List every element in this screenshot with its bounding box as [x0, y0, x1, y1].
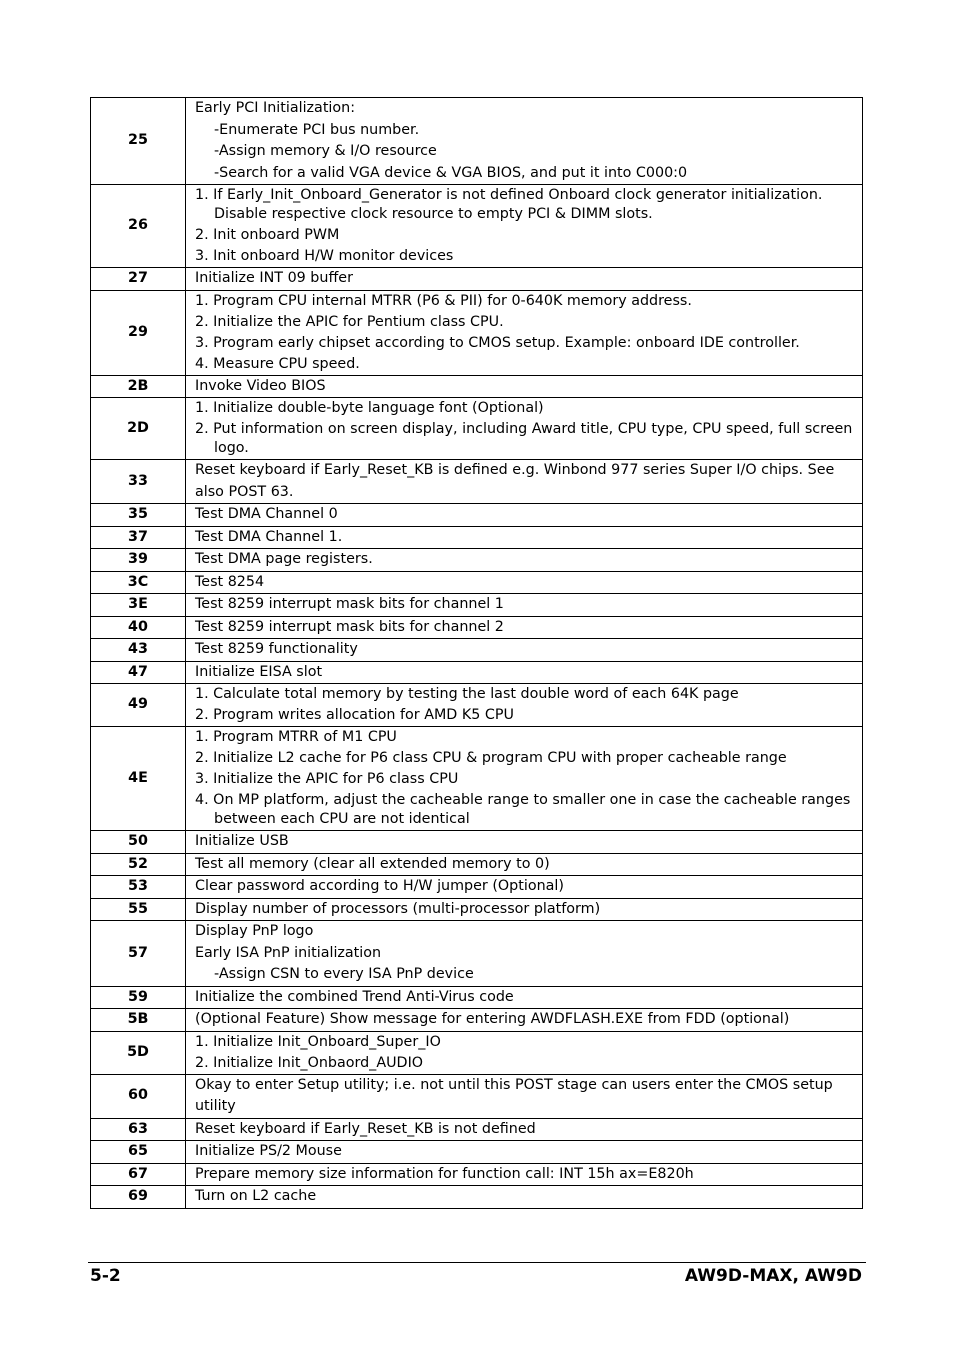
- description-line: 1. Calculate total memory by testing the last double word of each 64K page: [195, 686, 739, 702]
- post-description-cell: [186, 1186, 863, 1209]
- description-line: 2. Initialize Init_Onbaord_AUDIO: [195, 1054, 424, 1071]
- post-code-cell: 47: [91, 661, 186, 684]
- description-line: Test 8254: [195, 573, 265, 590]
- post-description-cell: [186, 1031, 863, 1074]
- post-code-cell: 67: [91, 1163, 186, 1186]
- description-line: Test DMA page registers.: [195, 551, 373, 567]
- post-code-cell: 65: [91, 1141, 186, 1164]
- table-row: [91, 460, 863, 504]
- table-row: [91, 831, 863, 854]
- post-code-table-body: [91, 98, 863, 1209]
- description-line: Okay to enter Setup utility; i.e. not until this POST stage can users enter the CMOS setup utility: [195, 1076, 833, 1114]
- description-line: Initialize EISA slot: [195, 663, 323, 680]
- description-line: Display PnP logo: [195, 923, 314, 939]
- table-row: [91, 661, 863, 684]
- description-line: Display number of processors (multi-processor platform): [195, 900, 601, 917]
- description-line: Early PCI Initialization:: [195, 100, 356, 116]
- description-line: Initialize the combined Trend Anti-Virus code: [195, 988, 514, 1005]
- post-description-cell: [186, 526, 863, 549]
- table-row: [91, 986, 863, 1009]
- description-line: -Search for a valid VGA device & VGA BIOS, and put it into C000:0: [214, 164, 688, 181]
- table-row: [91, 526, 863, 549]
- description-line: Initialize PS/2 Mouse: [195, 1143, 342, 1159]
- description-line: Initialize USB: [195, 833, 289, 849]
- post-description-cell: [186, 727, 863, 831]
- post-description-cell: [186, 268, 863, 291]
- post-description-cell: [186, 1141, 863, 1164]
- post-code-cell: 49: [91, 684, 186, 727]
- table-row: [91, 727, 863, 831]
- table-row: [91, 1118, 863, 1141]
- description-line: Test 8259 interrupt mask bits for channel 2: [195, 618, 504, 635]
- table-row: [91, 375, 863, 398]
- description-line: Reset keyboard if Early_Reset_KB is defined e.g. Winbond 977 series Super I/O chips. See also POST 63.: [195, 462, 835, 500]
- post-description-cell: [186, 185, 863, 268]
- post-code-cell: 69: [91, 1186, 186, 1209]
- post-description-cell: [186, 684, 863, 727]
- table-row: [91, 290, 863, 375]
- post-code-cell: 33: [91, 460, 186, 504]
- table-row: [91, 504, 863, 527]
- description-line: 2. Initialize L2 cache for P6 class CPU & program CPU with proper cacheable range: [195, 750, 787, 766]
- post-description-cell: [186, 876, 863, 899]
- description-line: Reset keyboard if Early_Reset_KB is not defined: [195, 1120, 536, 1137]
- footer-divider: [88, 1262, 866, 1263]
- table-row: [91, 1186, 863, 1209]
- post-code-cell: 57: [91, 921, 186, 987]
- post-description-cell: [186, 616, 863, 639]
- post-description-cell: [186, 594, 863, 617]
- table-row: [91, 616, 863, 639]
- post-description-cell: [186, 290, 863, 375]
- post-code-cell: 59: [91, 986, 186, 1009]
- description-line: 3. Program early chipset according to CMOS setup. Example: onboard IDE controller.: [195, 334, 800, 351]
- description-line: 2. Program writes allocation for AMD K5 CPU: [195, 707, 514, 723]
- post-description-cell: [186, 460, 863, 504]
- post-code-cell: 50: [91, 831, 186, 854]
- description-line: 3. Initialize the APIC for P6 class CPU: [195, 771, 459, 787]
- table-row: [91, 1074, 863, 1118]
- post-code-cell: 29: [91, 290, 186, 375]
- description-line: 1. Program MTRR of M1 CPU: [195, 729, 397, 745]
- post-code-cell: 3C: [91, 571, 186, 594]
- post-code-cell: 27: [91, 268, 186, 291]
- table-row: [91, 185, 863, 268]
- post-code-cell: 43: [91, 639, 186, 662]
- description-line: Prepare memory size information for function call: INT 15h ax=E820h: [195, 1165, 694, 1182]
- post-description-cell: [186, 398, 863, 460]
- post-code-cell: 37: [91, 526, 186, 549]
- post-code-cell: 3E: [91, 594, 186, 617]
- table-row: [91, 684, 863, 727]
- description-line: 2. Initialize the APIC for Pentium class CPU.: [195, 313, 504, 330]
- post-description-cell: [186, 375, 863, 398]
- description-line: 4. On MP platform, adjust the cacheable range to smaller one in case the cacheable ranges between each CPU are not identical: [195, 792, 851, 827]
- post-description-cell: [186, 571, 863, 594]
- table-row: [91, 594, 863, 617]
- description-line: Early ISA PnP initialization: [195, 944, 382, 961]
- post-code-cell: 53: [91, 876, 186, 899]
- post-description-cell: [186, 98, 863, 185]
- description-line: Invoke Video BIOS: [195, 377, 326, 394]
- description-line: 4. Measure CPU speed.: [195, 355, 360, 372]
- post-code-cell: 2D: [91, 398, 186, 460]
- description-line: Initialize INT 09 buffer: [195, 270, 353, 286]
- post-description-cell: [186, 986, 863, 1009]
- description-line: 1. If Early_Init_Onboard_Generator is not defined Onboard clock generator initialization. Disable respective clock resource to empty PCI & DIMM slots.: [195, 187, 823, 222]
- description-line: Test 8259 interrupt mask bits for channel 1: [195, 596, 504, 612]
- post-description-cell: [186, 504, 863, 527]
- table-row: [91, 1009, 863, 1032]
- post-code-cell: 25: [91, 98, 186, 185]
- description-line: Test DMA Channel 1.: [195, 528, 343, 545]
- page-number: 5-2: [90, 1266, 121, 1286]
- description-line: Clear password according to H/W jumper (Optional): [195, 878, 564, 894]
- table-row: [91, 268, 863, 291]
- footer-model-name: AW9D-MAX, AW9D: [684, 1266, 862, 1286]
- description-line: 3. Init onboard H/W monitor devices: [195, 248, 454, 264]
- post-code-cell: 39: [91, 549, 186, 572]
- post-code-cell: 55: [91, 898, 186, 921]
- post-code-cell: 40: [91, 616, 186, 639]
- post-description-cell: [186, 831, 863, 854]
- post-code-cell: 26: [91, 185, 186, 268]
- post-code-cell: 35: [91, 504, 186, 527]
- post-description-cell: [186, 661, 863, 684]
- post-code-cell: 63: [91, 1118, 186, 1141]
- description-line: -Enumerate PCI bus number.: [214, 121, 420, 138]
- table-row: [91, 1163, 863, 1186]
- post-description-cell: [186, 549, 863, 572]
- table-row: [91, 398, 863, 460]
- post-description-cell: [186, 921, 863, 987]
- description-line: Test 8259 functionality: [195, 641, 358, 657]
- post-description-cell: [186, 853, 863, 876]
- table-row: [91, 921, 863, 987]
- post-code-table: [90, 97, 863, 1209]
- post-code-cell: 5D: [91, 1031, 186, 1074]
- post-description-cell: [186, 1009, 863, 1032]
- description-line: (Optional Feature) Show message for entering AWDFLASH.EXE from FDD (optional): [195, 1011, 790, 1027]
- post-description-cell: [186, 1118, 863, 1141]
- description-line: -Assign memory & I/O resource: [214, 143, 437, 159]
- description-line: 1. Program CPU internal MTRR (P6 & PII) for 0-640K memory address.: [195, 292, 692, 309]
- table-row: [91, 549, 863, 572]
- table-row: [91, 639, 863, 662]
- table-row: [91, 1031, 863, 1074]
- description-line: 2. Put information on screen display, including Award title, CPU type, CPU speed, full screen logo.: [195, 421, 853, 456]
- table-row: [91, 853, 863, 876]
- description-line: 1. Initialize double-byte language font (Optional): [195, 400, 544, 416]
- table-row: [91, 571, 863, 594]
- post-code-cell: 4E: [91, 727, 186, 831]
- post-description-cell: [186, 898, 863, 921]
- post-code-cell: 60: [91, 1074, 186, 1118]
- table-row: [91, 876, 863, 899]
- description-line: 1. Initialize Init_Onboard_Super_IO: [195, 1033, 441, 1050]
- table-row: [91, 98, 863, 185]
- description-line: Test all memory (clear all extended memory to 0): [195, 855, 550, 872]
- post-description-cell: [186, 1074, 863, 1118]
- description-line: Test DMA Channel 0: [195, 506, 338, 522]
- description-line: 2. Init onboard PWM: [195, 227, 340, 243]
- description-line: -Assign CSN to every ISA PnP device: [214, 966, 474, 982]
- post-description-cell: [186, 1163, 863, 1186]
- post-description-cell: [186, 639, 863, 662]
- table-row: [91, 1141, 863, 1164]
- post-code-cell: 2B: [91, 375, 186, 398]
- post-code-cell: 5B: [91, 1009, 186, 1032]
- post-code-cell: 52: [91, 853, 186, 876]
- table-row: [91, 898, 863, 921]
- description-line: Turn on L2 cache: [195, 1188, 317, 1204]
